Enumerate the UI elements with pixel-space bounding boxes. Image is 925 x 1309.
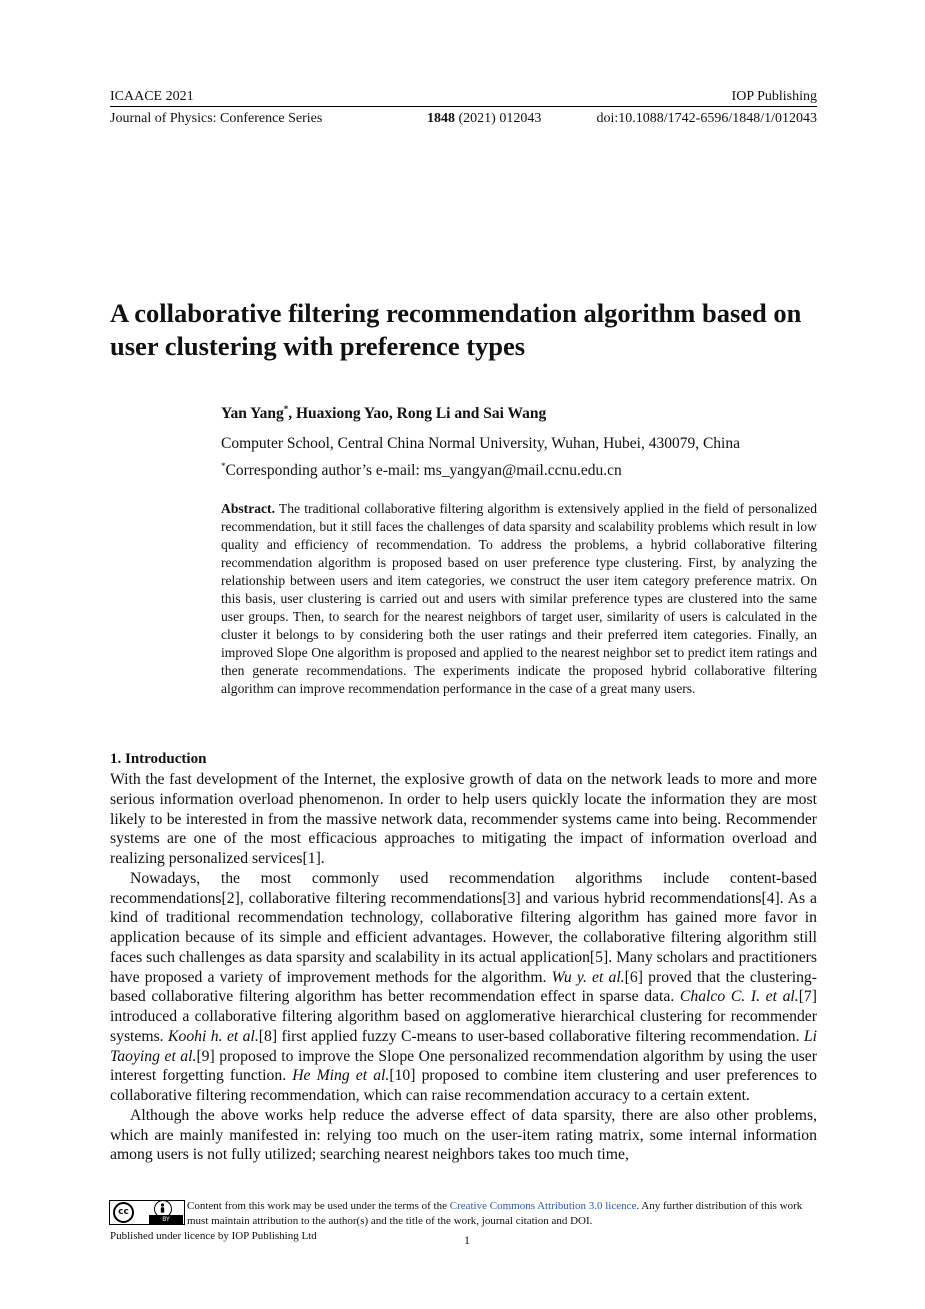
abstract-label: Abstract. (221, 501, 275, 516)
licence-text-a: Content from this work may be used under the terms of the (187, 1200, 450, 1212)
corr-mark: * (221, 460, 226, 471)
licence-text-b: . Any further distribution of this work must maintain attribution to the author(s) and the title of the work, journal citation and DOI. (187, 1200, 803, 1227)
paper-title (110, 297, 825, 363)
ref-wu: Wu y. et al. (551, 968, 625, 986)
abstract (221, 500, 817, 699)
p2-text-e: [9] proposed to improve the Slope One personalized recommendation algorithm by using the user interest forgetting function. (110, 1047, 817, 1085)
paragraph-3: Although the above works help reduce the adverse effect of data sparsity, there are also other problems, which are mainly manifested in: relying too much on the user-item rating matrix, some internal information among users is not fully utilized; searching nearest neighbors takes too much time, (110, 1106, 817, 1164)
abstract-text: The traditional collaborative filtering algorithm is extensively applied in the field of personalized recommendation, but it still faces the challenges of data sparsity and scalability problems which result in low quality and efficiency of recommendation. To address the problems, a hybrid collaborative filtering recommendation algorithm is proposed based on user preference type clustering. First, by analyzing the relationship between users and item categories, we construct the user item category preference matrix. On this basis, user clustering is carried out and users with similar preference types are clustered into the same user groups. Then, to search for the nearest neighbors of target user, similarity of users is calculated in the cluster it belongs to by considering both the user ratings and their preferred item categories. Finally, an improved Slope One algorithm is proposed and applied to the nearest neighbor set to predict item ratings and then generate recommendations. The experiments indicate the proposed hybrid collaborative filtering algorithm can improve recommendation performance in the case of a great many users. (221, 501, 817, 697)
publisher-name: IOP Publishing (731, 89, 817, 104)
section-body (110, 770, 817, 1165)
licence-text (187, 1199, 817, 1229)
p2-text-c: [7] introduced a collaborative filtering algorithm based on agglomerative hierarchical clustering for recommender systems. (110, 988, 817, 1045)
journal-name: Journal of Physics: Conference Series (110, 111, 323, 126)
p2-text-d: [8] first applied fuzzy C-means to user-based collaborative filtering recommendation. (258, 1027, 804, 1045)
other-authors: , Huaxiong Yao, Rong Li and Sai Wang (288, 405, 547, 422)
year-article: (2021) 012043 (458, 111, 542, 126)
p2-text-b: [6] proved that the clustering-based collaborative filtering algorithm has better recommendation effect in sparse data. (110, 968, 817, 1006)
ref-li: Li Taoying et al. (110, 1027, 817, 1065)
p2-text-a: Nowadays, the most commonly used recommendation algorithms include content-based recommendations[2], collaborative filtering recommendations[3] and various hybrid recommendations[4]. As a kind of traditional recommendation technology, collaborative filtering algorithm has gained more favor in application because of its simple and efficient advantages. However, the collaborative filtering algorithm still faces such challenges as data sparsity and scalability in its actual application[5]. Many scholars and practitioners have proposed a variety of improvement methods for the algorithm. (110, 869, 817, 986)
ref-he: He Ming et al. (292, 1067, 390, 1085)
published-under: Published under licence by IOP Publishing Ltd (110, 1230, 317, 1242)
licence-link[interactable]: Creative Commons Attribution 3.0 licence (449, 1200, 637, 1212)
ref-chalco: Chalco C. I. et al. (679, 988, 799, 1006)
title-line-2: user clustering with preference types (110, 331, 526, 361)
section-heading: 1. Introduction (110, 751, 207, 767)
title-line-1: A collaborative filtering recommendation algorithm based on (110, 298, 802, 328)
corr-email: Corresponding author’s e-mail: ms_yangyan@mail.ccnu.edu.cn (225, 462, 622, 479)
doi: doi:10.1088/1742-6596/1848/1/012043 (596, 111, 817, 126)
cc-circle-icon: cc (113, 1202, 134, 1223)
page-number: 1 (464, 1233, 470, 1247)
citation (427, 111, 541, 127)
p2-text-f: [10] proposed to combine item clustering and user preferences to collaborative filtering recommendation, which can raise recommendation accuracy to a certain extent. (110, 1067, 817, 1104)
paragraph-1: With the fast development of the Internet, the explosive growth of data on the network leads to more and more serious information overload phenomenon. In order to help users quickly locate the information they are most likely to be interested in from the massive network data, recommender systems came into being. Recommender systems are one of the most efficacious approaches to mitigating the impact of information overload and realizing personalized services[1]. (110, 771, 817, 867)
conference-name: ICAACE 2021 (110, 89, 194, 104)
author-list (221, 405, 546, 423)
by-label: BY (149, 1215, 183, 1224)
volume: 1848 (427, 111, 455, 126)
paragraph-2 (110, 869, 817, 1106)
header-rule (110, 106, 817, 107)
ref-koohi: Koohi h. et al. (168, 1027, 259, 1045)
first-author: Yan Yang (221, 405, 284, 422)
corresponding-mark: * (283, 403, 289, 414)
affiliation: Computer School, Central China Normal University, Wuhan, Hubei, 430079, China (221, 435, 740, 452)
corresponding-author (221, 462, 622, 480)
cc-by-license-icon (109, 1200, 185, 1225)
